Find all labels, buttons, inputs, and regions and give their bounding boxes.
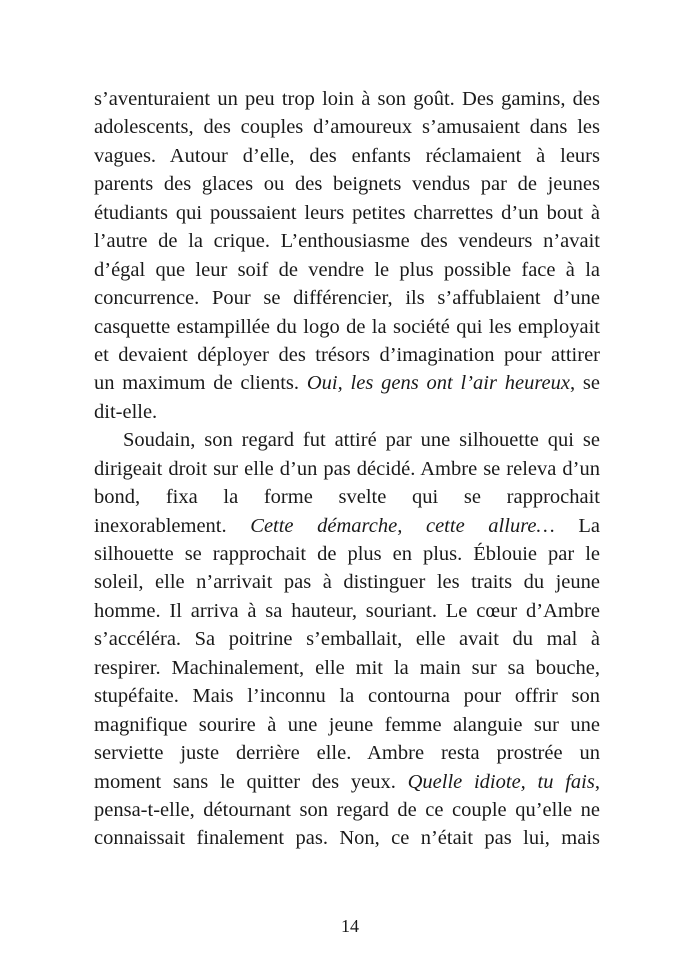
paragraph [94, 426, 600, 853]
text-line [94, 455, 600, 483]
text-segment: inexorablement. [94, 514, 251, 537]
text-segment: soleil, elle n’arrivait pas à distinguer les traits du jeune [94, 571, 600, 594]
text-line [94, 398, 600, 426]
text-line [94, 426, 600, 454]
text-segment: étudiants qui poussaient leurs petites charrettes d’un bout à [94, 201, 600, 224]
text-line [94, 512, 600, 540]
text-segment: dit-elle. [94, 400, 158, 423]
text-segment: La [554, 514, 601, 537]
italic-text: Cette démarche, cette allure… [250, 514, 555, 537]
book-page-text [94, 85, 600, 853]
text-segment: magnifique sourire à une jeune femme alanguie sur une [94, 713, 600, 736]
text-segment: , [594, 770, 600, 793]
text-segment: connaissait finalement pas. Non, ce n’était pas lui, mais [94, 827, 600, 850]
text-segment: vagues. Autour d’elle, des enfants réclamaient à leurs [94, 144, 600, 167]
text-line [94, 85, 600, 113]
text-segment: d’égal que leur soif de vendre le plus possible face à la [94, 258, 600, 281]
text-line [94, 682, 600, 710]
text-segment: et devaient déployer des trésors d’imagination pour attirer [94, 343, 600, 366]
text-segment: dirigeait droit sur elle d’un pas décidé. Ambre se releva d’un [94, 457, 600, 480]
text-segment: concurrence. Pour se différencier, ils s’affublaient d’une [94, 287, 600, 310]
text-line [94, 540, 600, 568]
text-segment: Soudain, son regard fut attiré par une silhouette qui se [123, 429, 600, 452]
italic-text: Quelle idiote, tu fais [407, 770, 595, 793]
text-line [94, 711, 600, 739]
text-segment: moment sans le quitter des yeux. [94, 770, 408, 793]
text-segment: s’aventuraient un peu trop loin à son goût. Des gamins, des [94, 88, 600, 110]
text-line [94, 227, 600, 255]
text-line [94, 824, 600, 852]
text-line [94, 768, 600, 796]
text-segment: un maximum de clients. [94, 372, 307, 395]
text-line [94, 369, 600, 397]
text-line [94, 483, 600, 511]
text-line [94, 256, 600, 284]
text-line [94, 625, 600, 653]
text-segment: bond, fixa la forme svelte qui se rapprochait [94, 486, 600, 509]
text-segment: serviette juste derrière elle. Ambre resta prostrée un [94, 742, 600, 765]
text-segment: stupéfaite. Mais l’inconnu la contourna pour offrir son [94, 685, 600, 708]
text-line [94, 568, 600, 596]
text-segment: homme. Il arriva à sa hauteur, souriant. Le cœur d’Ambre [94, 599, 600, 622]
text-line [94, 142, 600, 170]
text-segment: pensa-t-elle, détournant son regard de ce couple qu’elle ne [94, 798, 600, 821]
text-line [94, 284, 600, 312]
text-segment: casquette estampillée du logo de la société qui les employait [94, 315, 600, 338]
text-segment: l’autre de la crique. L’enthousiasme des vendeurs n’avait [94, 230, 600, 253]
text-segment: parents des glaces ou des beignets vendus par de jeunes [94, 173, 600, 196]
text-line [94, 341, 600, 369]
paragraph [94, 85, 600, 426]
text-segment: adolescents, des couples d’amoureux s’amusaient dans les [94, 116, 600, 139]
text-segment: s’accéléra. Sa poitrine s’emballait, elle avait du mal à [94, 628, 600, 651]
text-segment: silhouette se rapprochait de plus en plus. Éblouie par le [94, 543, 600, 565]
text-line [94, 199, 600, 227]
text-line [94, 313, 600, 341]
text-segment: respirer. Machinalement, elle mit la main sur sa bouche, [94, 656, 600, 679]
text-line [94, 113, 600, 141]
text-line [94, 654, 600, 682]
text-line [94, 739, 600, 767]
italic-text: Oui, les gens ont l’air heureux [306, 372, 570, 395]
page-number: 14 [341, 916, 359, 936]
text-segment: , se [570, 372, 601, 395]
text-line [94, 597, 600, 625]
text-line [94, 170, 600, 198]
text-line [94, 796, 600, 824]
